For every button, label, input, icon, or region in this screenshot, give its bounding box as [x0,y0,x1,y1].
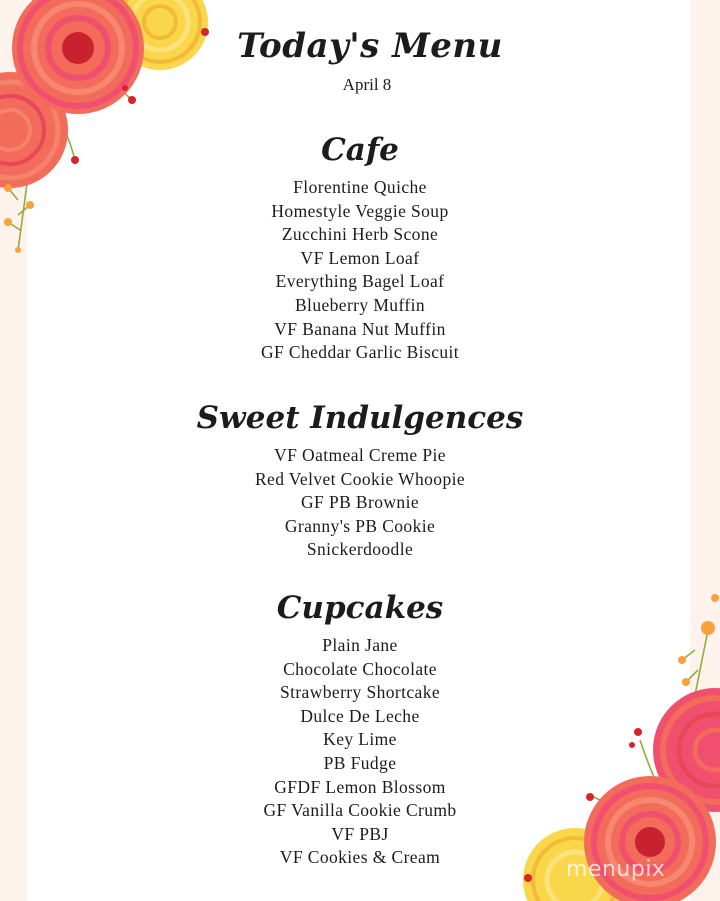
list-item: Granny's PB Cookie [284,515,436,536]
watermark: menupix [566,857,666,882]
section-heading-cupcakes: Cupcakes [276,590,444,626]
sweet-indulgences-items-list [0,444,720,562]
list-item: Zucchini Herb Scone [281,224,439,245]
list-item: Blueberry Muffin [294,294,425,315]
list-item: GF PB Brownie [301,492,419,513]
list-item: GF Vanilla Cookie Crumb [263,800,457,821]
list-item: VF Cookies & Cream [279,847,441,868]
list-item: Red Velvet Cookie Whoopie [254,468,466,489]
list-item: VF PBJ [331,823,389,844]
list-item: Everything Bagel Loaf [275,271,445,292]
menu-title: Today's Menu [237,26,503,66]
list-item: Chocolate Chocolate [283,658,437,679]
list-item: GF Cheddar Garlic Biscuit [260,342,460,363]
cafe-items-list [0,176,720,365]
list-item: Dulce De Leche [300,705,420,726]
list-item: Plain Jane [322,635,398,655]
list-item: VF Oatmeal Creme Pie [274,445,446,465]
section-heading-sweet-indulgences: Sweet Indulgences [196,400,524,436]
list-item: Florentine Quiche [293,177,427,197]
section-heading-cafe: Cafe [321,132,399,168]
list-item: Key Lime [323,729,397,750]
list-item: Homestyle Veggie Soup [271,200,449,221]
list-item: PB Fudge [323,752,397,773]
list-item: Strawberry Shortcake [279,682,441,703]
menu-date: April 8 [342,75,392,94]
list-item: VF Lemon Loaf [300,247,420,268]
list-item: VF Banana Nut Muffin [274,318,446,339]
cupcakes-items-list [0,634,720,870]
list-item: Snickerdoodle [306,539,414,560]
list-item: GFDF Lemon Blossom [274,776,446,797]
